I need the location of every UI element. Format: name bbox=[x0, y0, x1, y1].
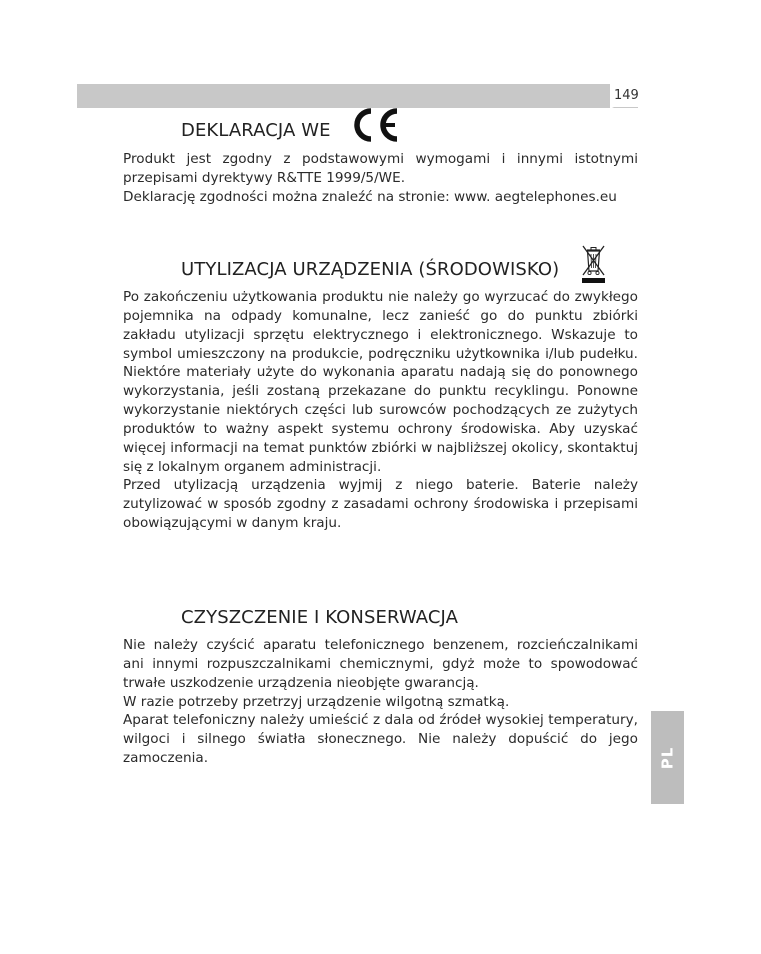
section-body-cleaning bbox=[123, 636, 638, 768]
language-tab bbox=[651, 711, 684, 804]
paragraph: Deklarację zgodności można znaleźć na stronie: www. aegtelephones.eu bbox=[123, 188, 617, 205]
paragraph: Nie należy czyścić aparatu telefonicznego benzenem, rozcieńczalnikami ani innymi rozpuszczalnikami chemicznymi, gdyż może to spowodować trwałe uszkodzenie urządzenia nieobjęte gwarancją. bbox=[123, 637, 638, 691]
section-heading-declaration: DEKLARACJA WE bbox=[181, 120, 331, 141]
section-body-disposal bbox=[123, 288, 638, 533]
language-tab-label: PL bbox=[658, 746, 677, 769]
paragraph: Przed utylizacją urządzenia wyjmij z niego baterie. Baterie należy zutylizować w sposób zgodny z zasadami ochrony środowiska i przepisami obowiązującymi w danym kraju. bbox=[123, 477, 638, 532]
section-heading-disposal: UTYLIZACJA URZĄDZENIA (ŚRODOWISKO) bbox=[181, 259, 560, 280]
paragraph: Aparat telefoniczny należy umieścić z dala od źródeł wysokiej temperatury, wilgoci i silnego światła słonecznego. Nie należy dopuścić do jego zamoczenia. bbox=[123, 712, 638, 767]
page-number: 149 bbox=[612, 84, 638, 108]
ce-mark-icon bbox=[349, 106, 401, 144]
section-body-declaration bbox=[123, 150, 638, 207]
crossed-out-bin-icon bbox=[580, 243, 607, 284]
section-heading-cleaning: CZYSZCZENIE I KONSERWACJA bbox=[181, 607, 459, 628]
header-bar bbox=[77, 84, 610, 108]
paragraph: Po zakończeniu użytkowania produktu nie należy go wyrzucać do zwykłego pojemnika na odpady komunalne, lecz zanieść go do punktu zbiórki zakładu utylizacji sprzętu elektrycznego i elektronicznego. Wskazuje to symbol umieszczony na produkcie, podręczniku użytkownika i/lub pudełku. Niektóre materiały użyte do wykonania aparatu nadają się do ponownego wykorzystania, jeśli zostaną przekazane do punktu recyklingu. Ponowne wykorzystanie niektórych części lub surowców pochodzących ze zużytych produktów to ważny aspekt systemu ochrony środowiska. Aby uzyskać więcej informacji na temat punktów zbiórki w najbliższej okolicy, skontaktuj się z lokalnym organem administracji. bbox=[123, 289, 638, 475]
paragraph: Produkt jest zgodny z podstawowymi wymogami i innymi istotnymi przepisami dyrektywy R&TTE 1999/5/WE. bbox=[123, 151, 638, 186]
paragraph: W razie potrzeby przetrzyj urządzenie wilgotną szmatką. bbox=[123, 693, 510, 710]
